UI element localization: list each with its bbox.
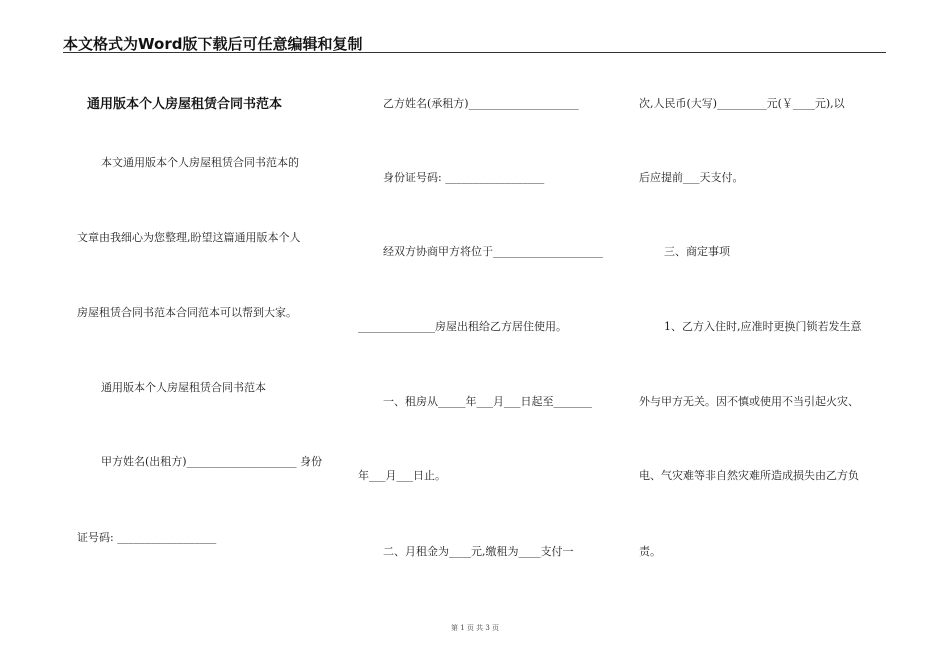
text-line: 经双方协商甲方将位于____________________ bbox=[383, 245, 603, 258]
text-line: ______________房屋出租给乙方居住使用。 bbox=[358, 320, 567, 333]
text-line: 通用版本个人房屋租赁合同书范本 bbox=[101, 381, 266, 394]
header-rule bbox=[63, 52, 886, 53]
text-line: 文章由我细心为您整理,盼望这篇通用版本个人 bbox=[77, 231, 301, 244]
text-line: 乙方姓名(承租方)____________________ bbox=[383, 97, 579, 110]
text-line: 电、气灾难等非自然灾难所造成损失由乙方负 bbox=[639, 469, 859, 482]
section-heading: 三、商定事项 bbox=[664, 245, 730, 258]
text-line: 外与甲方无关。因不慎或使用不当引起火灾、 bbox=[639, 395, 859, 408]
text-line: 二、月租金为____元,缴租为____支付一 bbox=[383, 545, 574, 558]
text-line: 证号码: __________________ bbox=[77, 531, 217, 544]
text-line: 本文通用版本个人房屋租赁合同书范本的 bbox=[101, 156, 299, 169]
download-banner: 本文格式为Word版下载后可任意编辑和复制 bbox=[63, 35, 363, 53]
text-line: 房屋租赁合同书范本合同范本可以帮到大家。 bbox=[77, 306, 297, 319]
text-line: 身份证号码: __________________ bbox=[383, 171, 545, 184]
document-title: 通用版本个人房屋租赁合同书范本 bbox=[87, 97, 283, 112]
page-number: 第 1 页 共 3 页 bbox=[450, 624, 500, 632]
text-line: 甲方姓名(出租方)____________________ 身份 bbox=[101, 455, 323, 468]
text-line: 1、乙方入住时,应准时更换门锁若发生意 bbox=[664, 320, 862, 333]
text-line: 次,人民币(大写)_________元(￥____元),以 bbox=[639, 97, 845, 110]
text-line: 一、租房从_____年___月___日起至_______ bbox=[383, 395, 592, 408]
text-line: 责。 bbox=[639, 545, 661, 558]
text-line: 后应提前___天支付。 bbox=[639, 171, 744, 184]
text-line: 年___月___日止。 bbox=[358, 469, 446, 482]
